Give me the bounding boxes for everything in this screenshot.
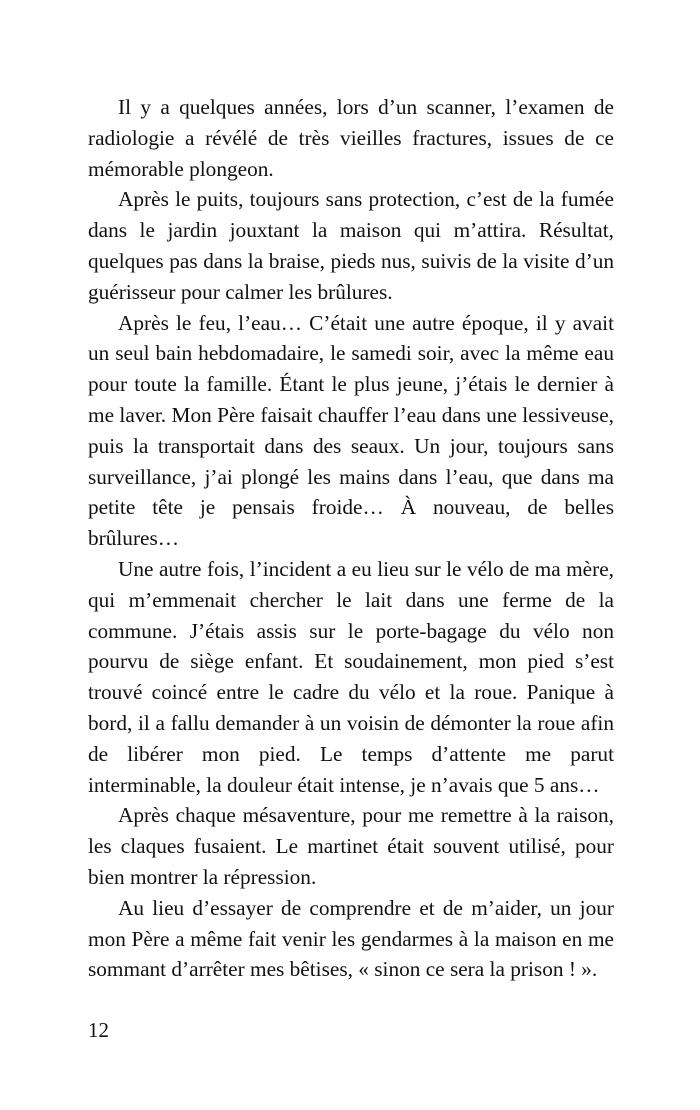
page-number: 12 <box>88 1018 109 1042</box>
paragraph: Après le feu, l’eau… C’était une autre époque, il y avait un seul bain hebdomadaire, le samedi soir, avec la même eau pour toute la famille. Étant le plus jeune, j’étais le dernier à me laver. Mon Père faisait chauffer l’eau dans une lessiveuse, puis la transportait dans des seaux. Un jour, toujours sans surveillance, j’ai plongé les mains dans l’eau, que dans ma petite tête je pensais froide… À nouveau, de belles brûlures… <box>88 310 614 551</box>
paragraph: Après chaque mésaventure, pour me remettre à la raison, les claques fusaient. Le martinet était souvent utilisé, pour bien montrer la répression. <box>88 803 614 889</box>
body-text <box>88 92 614 985</box>
paragraph: Au lieu d’essayer de comprendre et de m’aider, un jour mon Père a même fait venir les gendarmes à la maison en me sommant d’arrêter mes bêtises, « sinon ce sera la prison ! ». <box>88 895 614 982</box>
paragraph: Après le puits, toujours sans protection, c’est de la fumée dans le jardin jouxtant la maison qui m’attira. Résultat, quelques pas dans la braise, pieds nus, suivis de la visite d’un guérisseur pour calmer les brûlures. <box>88 187 614 304</box>
paragraph: Une autre fois, l’incident a eu lieu sur le vélo de ma mère, qui m’emmenait chercher le lait dans une ferme de la commune. J’étais assis sur le porte-bagage du vélo non pourvu de siège enfant. Et soudainement, mon pied s’est trouvé coincé entre le cadre du vélo et la roue. Panique à bord, il a fallu demander à un voisin de démonter la roue afin de libérer mon pied. Le temps d’attente me parut interminable, la douleur était intense, je n’avais que 5 ans… <box>88 556 614 797</box>
paragraph: Il y a quelques années, lors d’un scanner, l’examen de radiologie a révélé de très vieilles fractures, issues de ce mémorable plongeon. <box>88 95 614 181</box>
